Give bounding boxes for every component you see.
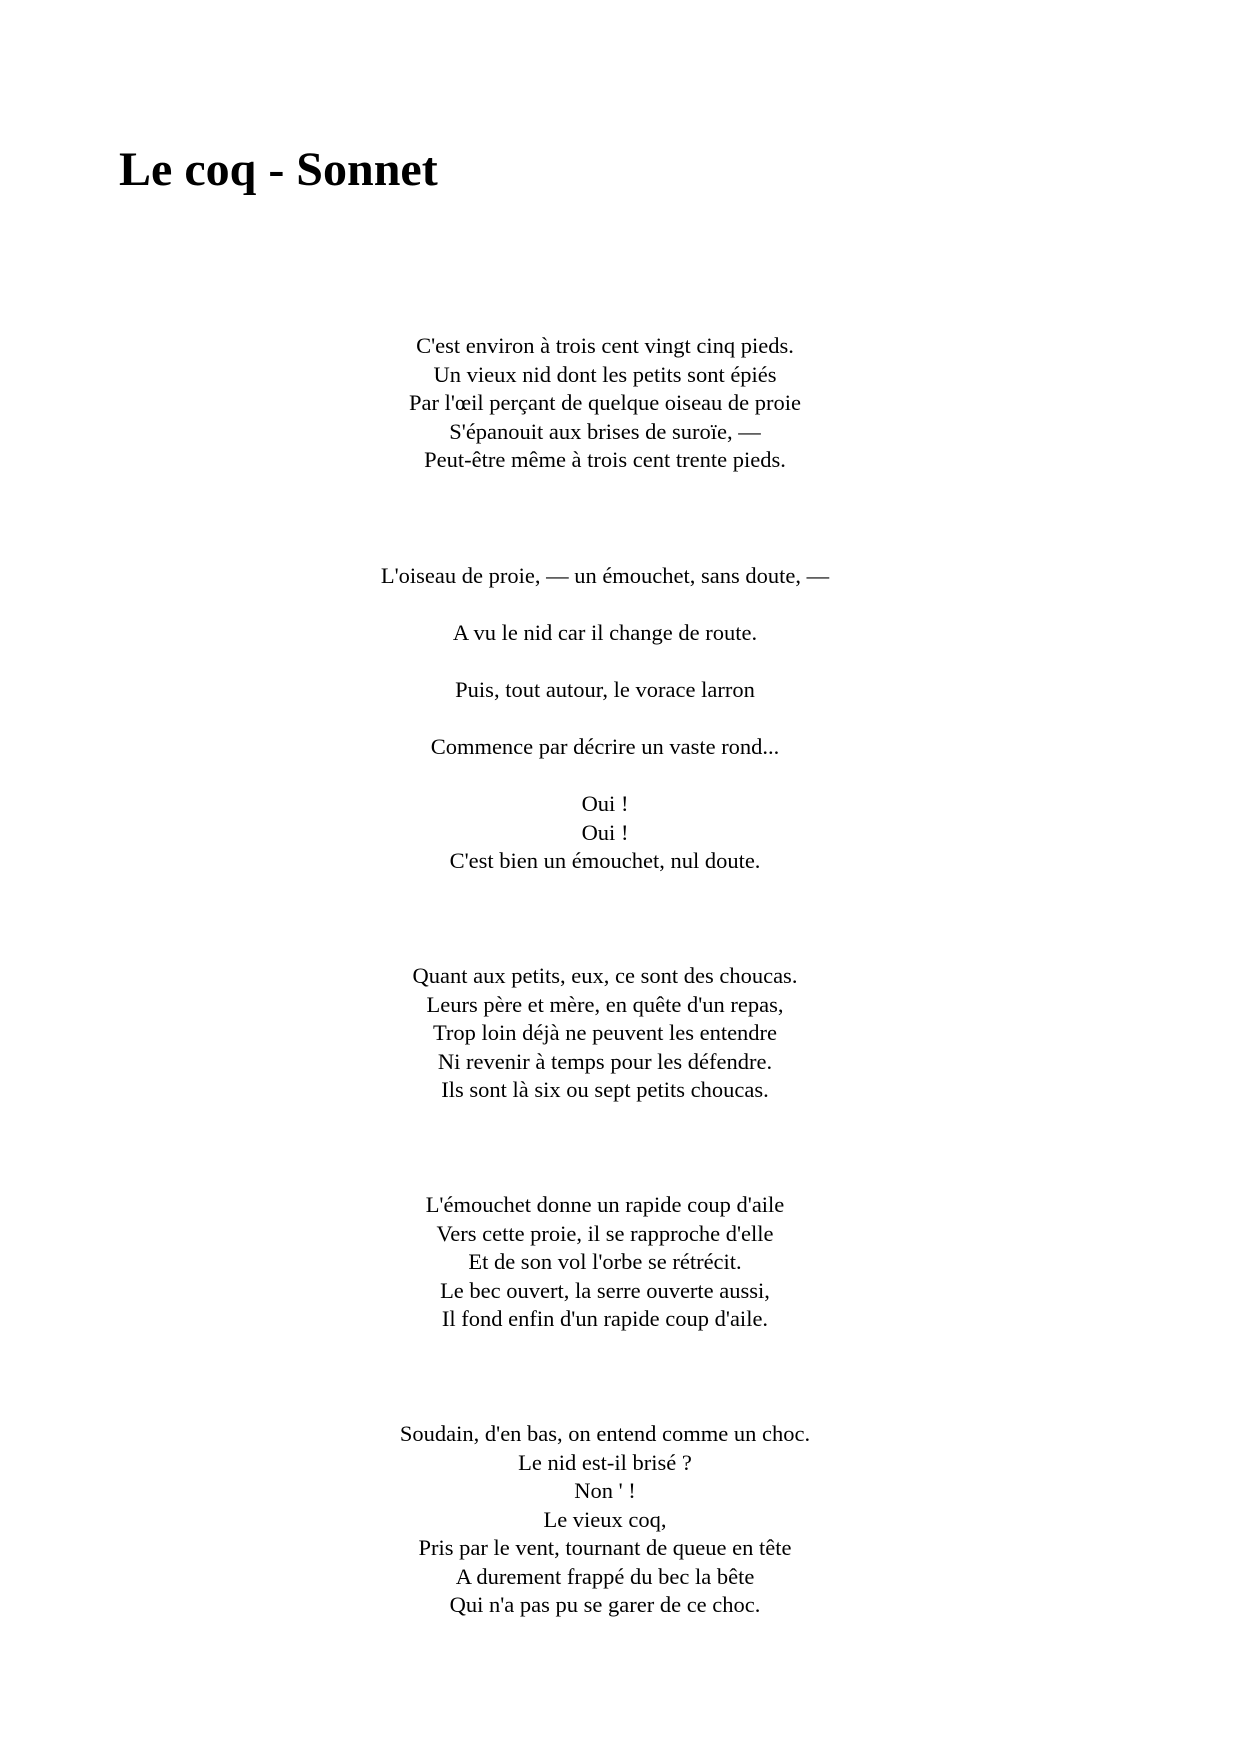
poem-line: S'épanouit aux brises de suroïe, — [449,419,761,444]
poem-line: Peut-être même à trois cent trente pieds. [424,447,786,472]
poem-line: Et de son vol l'orbe se rétrécit. [468,1249,742,1274]
poem-line: C'est environ à trois cent vingt cinq pieds. [416,333,794,358]
poem-line: C'est bien un émouchet, nul doute. [449,848,761,873]
poem-line: Le bec ouvert, la serre ouverte aussi, [440,1278,770,1303]
poem-line: Ni revenir à temps pour les défendre. [437,1049,773,1074]
poem-line: Non ' ! [574,1478,636,1503]
poem-line: Oui ! [581,791,629,816]
poem-line: Par l'œil perçant de quelque oiseau de proie [408,390,802,415]
poem-line: Le nid est-il brisé ? [518,1450,692,1475]
poem-line: Ils sont là six ou sept petits choucas. [441,1077,769,1102]
poem-line: Un vieux nid dont les petits sont épiés [433,362,777,387]
poem-line: Puis, tout autour, le vorace larron [455,677,755,702]
poem-line: Le vieux coq, [543,1507,667,1532]
poem-line: Pris par le vent, tournant de queue en tête [418,1535,792,1560]
poem-line: L'émouchet donne un rapide coup d'aile [425,1192,785,1217]
poem-line: Commence par décrire un vaste rond... [430,734,780,759]
poem-line: Oui ! [581,820,629,845]
poem-line: Il fond enfin d'un rapide coup d'aile. [441,1306,769,1331]
poem-line: Quant aux petits, eux, ce sont des choucas. [412,963,798,988]
poem-line: L'oiseau de proie, — un émouchet, sans doute, — [380,563,830,588]
poem-line: Trop loin déjà ne peuvent les entendre [432,1020,778,1045]
poem-line: Vers cette proie, il se rapproche d'elle [436,1221,774,1246]
page-title: Le coq - Sonnet [119,143,438,196]
poem-line: A vu le nid car il change de route. [452,620,758,645]
poem-line: Leurs père et mère, en quête d'un repas, [426,992,784,1017]
poem-line: A durement frappé du bec la bête [455,1564,755,1589]
poem-line: Soudain, d'en bas, on entend comme un choc. [399,1421,811,1446]
poem-line: Qui n'a pas pu se garer de ce choc. [449,1592,761,1617]
